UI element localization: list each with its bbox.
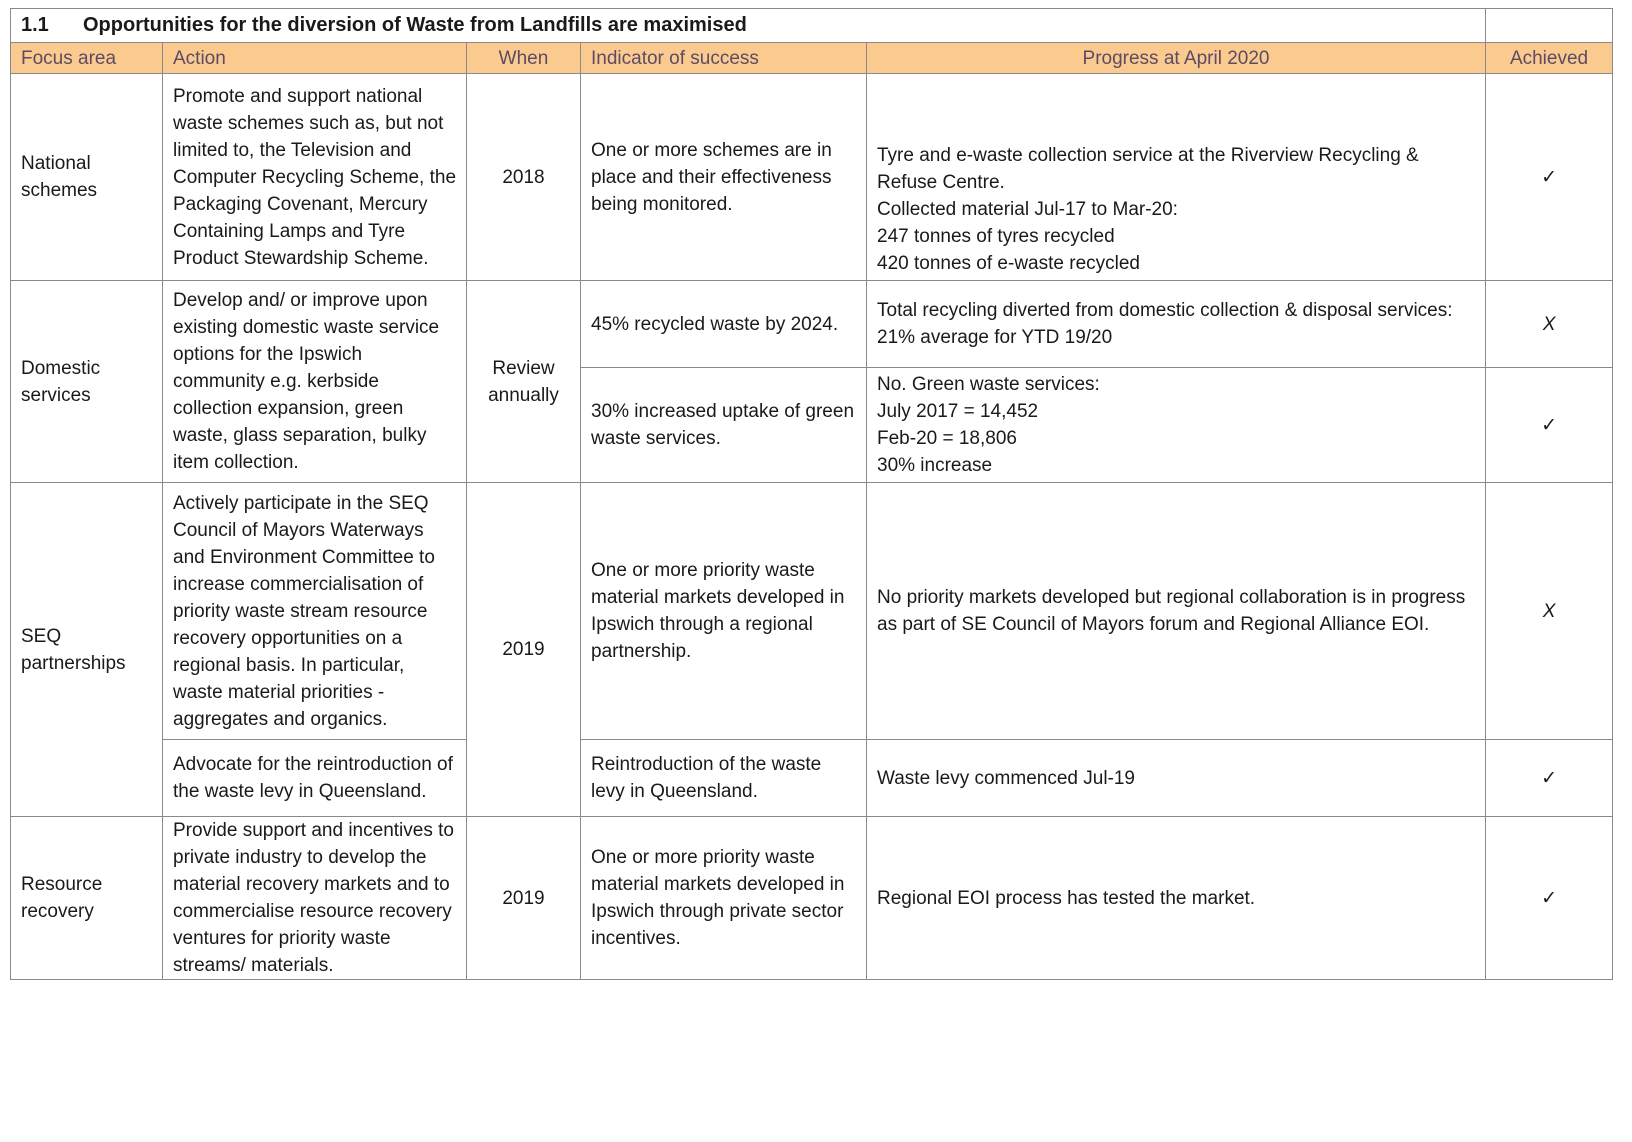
achieved-check-icon: ✓ — [1486, 817, 1613, 980]
table-row-resource-recovery — [11, 817, 1613, 980]
header-when: When — [467, 43, 581, 74]
when-cell: 2018 — [467, 74, 581, 281]
progress-line: Feb-20 = 18,806 — [877, 428, 1017, 449]
header-row — [11, 43, 1613, 74]
header-action: Action — [163, 43, 467, 74]
progress-cell: Regional EOI process has tested the market. — [867, 817, 1486, 980]
action-cell: Provide support and incentives to private industry to develop the material recovery markets and to commercialise resource recovery ventures for priority waste streams/ materials. — [163, 817, 467, 980]
section-title-empty-cell — [1486, 9, 1613, 43]
progress-line: July 2017 = 14,452 — [877, 401, 1039, 422]
indicator-cell: 30% increased uptake of green waste services. — [581, 368, 867, 483]
table-row-national-schemes — [11, 74, 1613, 281]
progress-line: No. Green waste services: — [877, 374, 1100, 395]
section-title — [11, 9, 1486, 43]
progress-line: Collected material Jul-17 to Mar-20: — [877, 199, 1178, 220]
progress-line: Tyre and e-waste collection service at the Riverview Recycling & Refuse Centre. — [877, 145, 1419, 193]
focus-area-cell: SEQ partnerships — [11, 483, 163, 817]
indicator-cell: Reintroduction of the waste levy in Queensland. — [581, 740, 867, 817]
section-title-row — [11, 9, 1613, 43]
achieved-cross-icon: X — [1486, 281, 1613, 368]
progress-cell: No priority markets developed but regional collaboration is in progress as part of SE Council of Mayors forum and Regional Alliance EOI. — [867, 483, 1486, 740]
achieved-cross-icon: X — [1486, 483, 1613, 740]
indicator-cell: One or more priority waste material markets developed in Ipswich through private sector incentives. — [581, 817, 867, 980]
indicator-cell: One or more priority waste material markets developed in Ipswich through a regional partnership. — [581, 483, 867, 740]
progress-cell — [867, 281, 1486, 368]
section-title-text: Opportunities for the diversion of Waste from Landfills are maximised — [83, 14, 747, 36]
header-achieved: Achieved — [1486, 43, 1613, 74]
focus-area-cell: Resource recovery — [11, 817, 163, 980]
achieved-check-icon: ✓ — [1486, 74, 1613, 281]
action-cell: Advocate for the reintroduction of the waste levy in Queensland. — [163, 740, 467, 817]
progress-line: 30% increase — [877, 455, 993, 476]
when-cell: 2019 — [467, 483, 581, 817]
indicator-cell: 45% recycled waste by 2024. — [581, 281, 867, 368]
action-plan-table — [10, 8, 1613, 980]
section-number: 1.1 — [21, 14, 49, 36]
achieved-check-icon: ✓ — [1486, 368, 1613, 483]
table-row-seq-partnerships-sub — [11, 740, 1613, 817]
table-row-domestic-services — [11, 281, 1613, 368]
action-cell: Actively participate in the SEQ Council of Mayors Waterways and Environment Committee to increase commercialisation of priority waste stream resource recovery opportunities on a regional basis. In particular, waste material priorities - aggregates and organics. — [163, 483, 467, 740]
header-focus-area: Focus area — [11, 43, 163, 74]
when-cell: 2019 — [467, 817, 581, 980]
focus-area-cell: National schemes — [11, 74, 163, 281]
indicator-cell: One or more schemes are in place and their effectiveness being monitored. — [581, 74, 867, 281]
progress-line: Total recycling diverted from domestic collection & disposal services: — [877, 300, 1453, 321]
header-indicator: Indicator of success — [581, 43, 867, 74]
action-cell: Promote and support national waste schemes such as, but not limited to, the Television and Computer Recycling Scheme, the Packaging Covenant, Mercury Containing Lamps and Tyre Product Stewardship Scheme. — [163, 74, 467, 281]
table-row-seq-partnerships — [11, 483, 1613, 740]
achieved-check-icon: ✓ — [1486, 740, 1613, 817]
progress-line: 247 tonnes of tyres recycled — [877, 226, 1115, 247]
progress-cell — [867, 368, 1486, 483]
progress-line: 420 tonnes of e-waste recycled — [877, 253, 1140, 274]
action-cell: Develop and/ or improve upon existing domestic waste service options for the Ipswich community e.g. kerbside collection expansion, green waste, glass separation, bulky item collection. — [163, 281, 467, 483]
when-cell: Review annually — [467, 281, 581, 483]
progress-cell — [867, 74, 1486, 281]
progress-cell: Waste levy commenced Jul-19 — [867, 740, 1486, 817]
header-progress: Progress at April 2020 — [867, 43, 1486, 74]
focus-area-cell: Domestic services — [11, 281, 163, 483]
progress-line: 21% average for YTD 19/20 — [877, 327, 1113, 348]
